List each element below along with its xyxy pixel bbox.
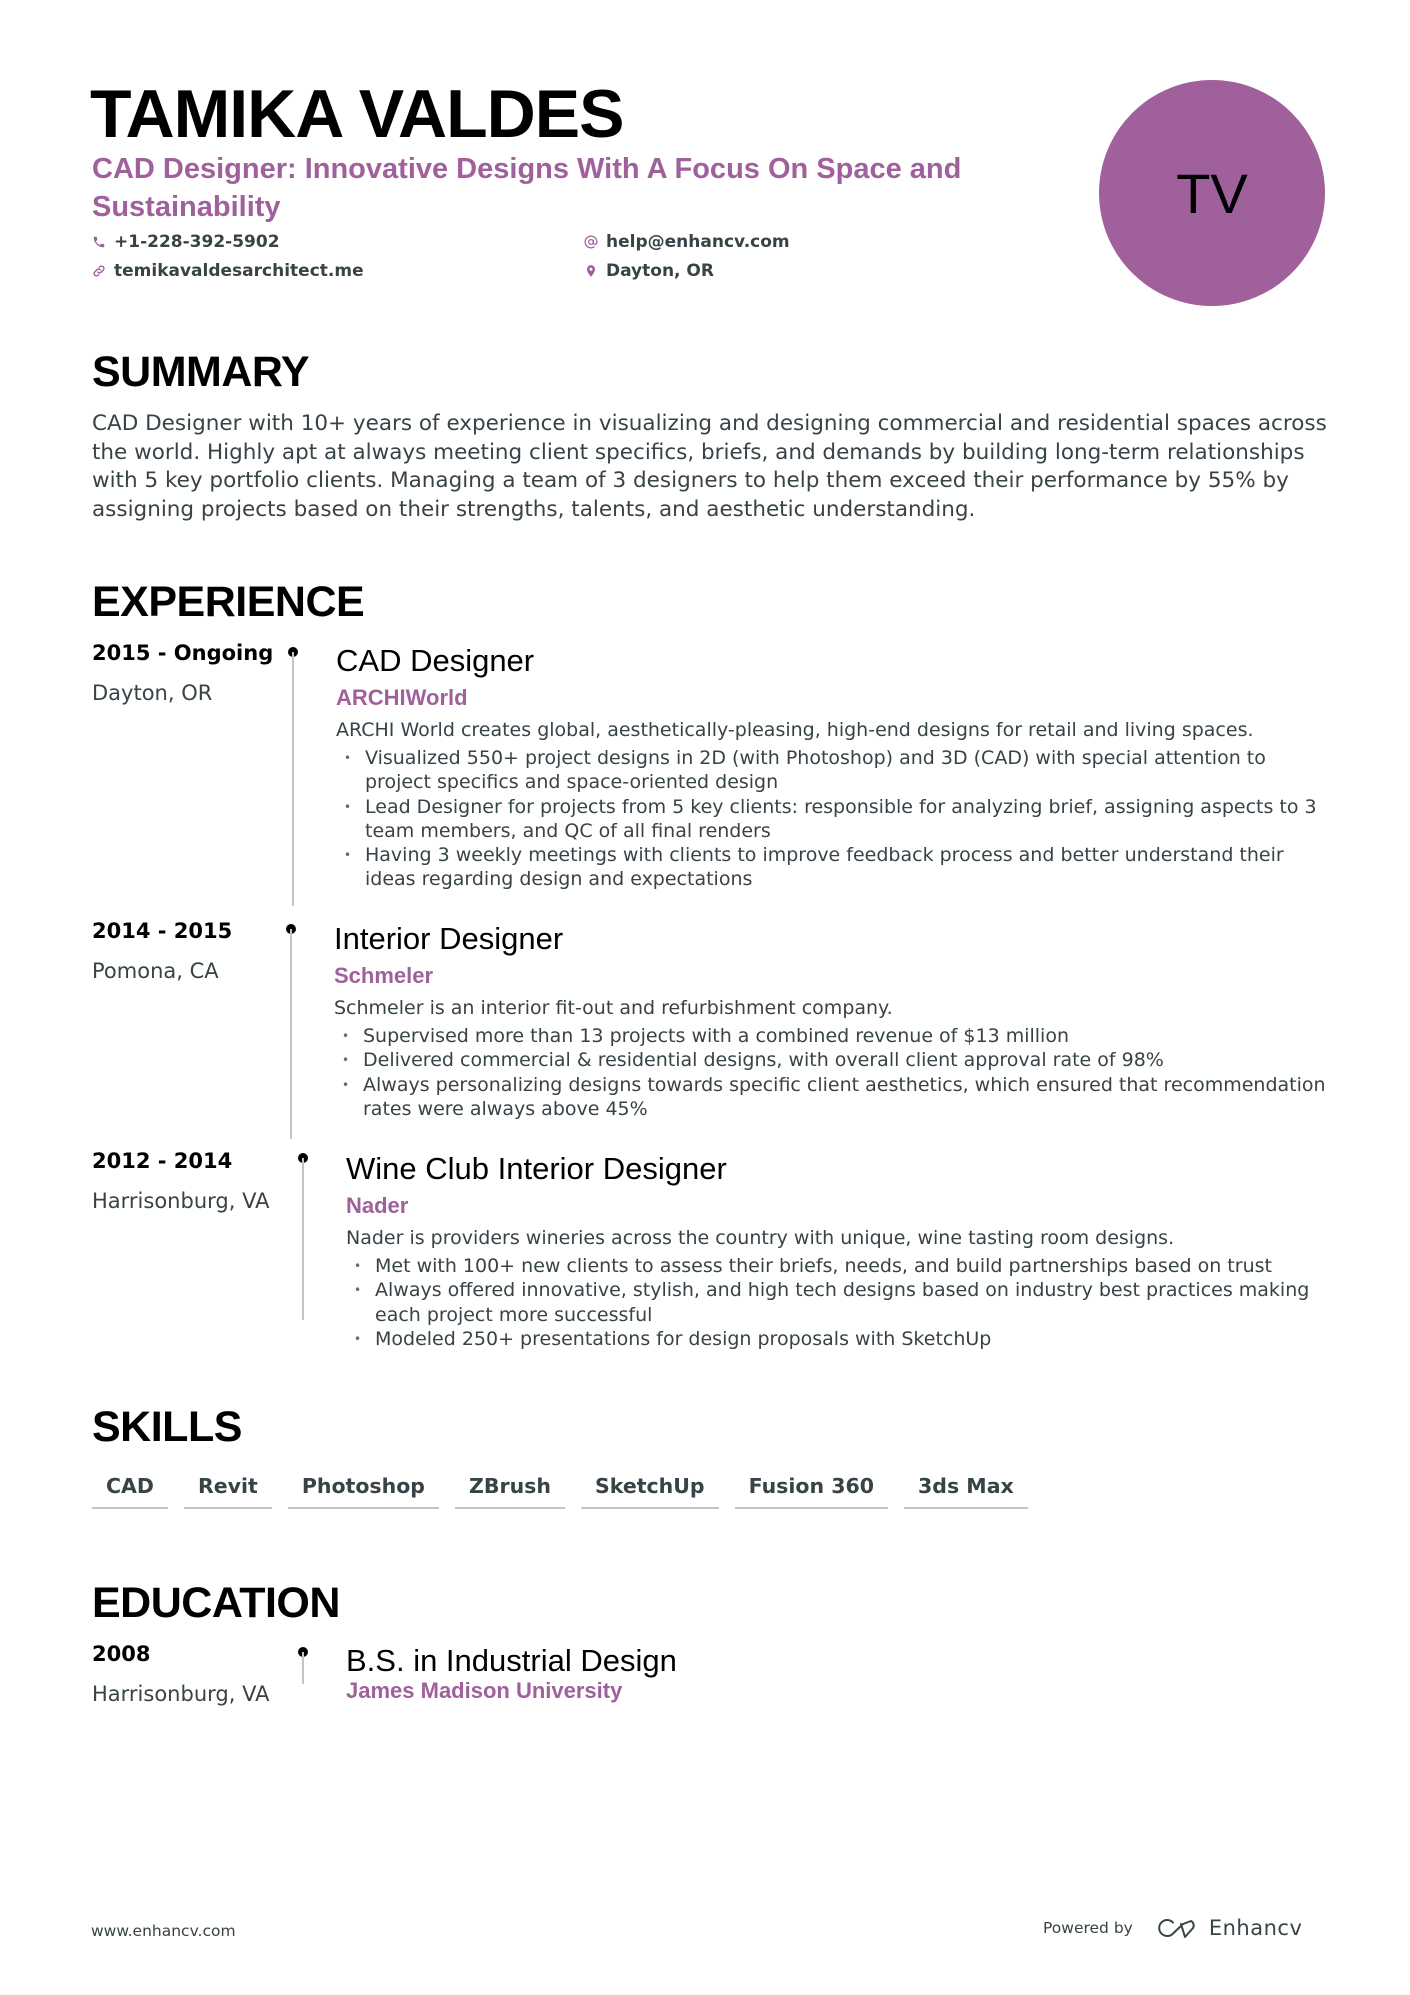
contact-website[interactable] xyxy=(92,260,364,282)
powered-by-label: Powered by xyxy=(1043,1919,1133,1937)
company-description: ARCHI World creates global, aesthetically-pleasing, high-end designs for retail and living spaces. xyxy=(336,719,1254,741)
job-title: Wine Club Interior Designer xyxy=(346,1151,727,1186)
location-value: Dayton, OR xyxy=(606,261,714,281)
skill-tag: CAD xyxy=(92,1469,168,1509)
link-icon xyxy=(92,264,106,278)
avatar-initials: TV xyxy=(1176,161,1248,225)
job-bullets xyxy=(336,746,1336,892)
summary-text: CAD Designer with 10+ years of experience in visualizing and designing commercial and residential spaces across the world. Highly apt at always meeting client specifics, briefs, and demands by building long-term relationships with 5 key portfolio clients. Managing a team of 3 designers to help them exceed their performance by 55% by assigning projects based on their strengths, talents, and aesthetic understanding. xyxy=(92,411,1327,522)
skill-tag: Photoshop xyxy=(288,1469,439,1509)
powered-by xyxy=(1043,1916,1302,1940)
skill-tag: 3ds Max xyxy=(904,1469,1028,1509)
contact-location xyxy=(584,260,714,282)
bullet-item: • Having 3 weekly meetings with clients to improve feedback process and better understand their ideas regarding design and expectations xyxy=(336,843,1336,892)
company-description: Nader is providers wineries across the country with unique, wine tasting room designs. xyxy=(346,1227,1175,1249)
education-location: Harrisonburg, VA xyxy=(92,1682,270,1706)
timeline-line xyxy=(292,652,294,906)
timeline-line xyxy=(290,929,292,1139)
website-link[interactable]: temikavaldesarchitect.me xyxy=(114,261,364,281)
degree-title: B.S. in Industrial Design xyxy=(346,1643,677,1678)
job-bullets xyxy=(346,1254,1336,1351)
company-name: Nader xyxy=(346,1193,409,1218)
skills-heading: SKILLS xyxy=(92,1403,242,1451)
bullet-item: • Lead Designer for projects from 5 key clients: responsible for analyzing brief, assigning aspects to 3 team members, and QC of all final renders xyxy=(336,795,1336,844)
bullet-item: • Always personalizing designs towards specific client aesthetics, which ensured that recommendation rates were always above 45% xyxy=(334,1073,1334,1122)
company-name: ARCHIWorld xyxy=(336,685,468,710)
skills-list xyxy=(92,1469,1028,1509)
avatar xyxy=(1099,80,1325,306)
experience-heading: EXPERIENCE xyxy=(92,578,365,626)
job-location: Pomona, CA xyxy=(92,959,219,983)
headline: CAD Designer: Innovative Designs With A Focus On Space and Sustainability xyxy=(92,153,962,223)
brand-name: Enhancv xyxy=(1208,1916,1303,1940)
job-dates: 2015 - Ongoing xyxy=(92,641,274,665)
contact-phone xyxy=(92,231,280,253)
phone-icon xyxy=(92,235,106,249)
job-dates: 2012 - 2014 xyxy=(92,1149,233,1173)
education-year: 2008 xyxy=(92,1642,151,1666)
bullet-item: • Always offered innovative, stylish, and high tech designs based on industry best practices making each project more successful xyxy=(346,1278,1336,1327)
candidate-name: TAMIKA VALDES xyxy=(90,76,624,152)
bullet-item: • Delivered commercial & residential designs, with overall client approval rate of 98% xyxy=(334,1048,1334,1072)
location-pin-icon xyxy=(584,264,598,278)
timeline-line xyxy=(302,1652,304,1684)
email-link[interactable]: help@enhancv.com xyxy=(606,232,790,252)
job-location: Harrisonburg, VA xyxy=(92,1189,270,1213)
bullet-item: • Modeled 250+ presentations for design proposals with SketchUp xyxy=(346,1327,1336,1351)
job-title: CAD Designer xyxy=(336,643,535,678)
footer-website[interactable]: www.enhancv.com xyxy=(91,1922,236,1940)
bullet-item: • Supervised more than 13 projects with a combined revenue of $13 million xyxy=(334,1024,1334,1048)
school-name: James Madison University xyxy=(346,1678,623,1703)
at-icon xyxy=(584,235,598,249)
job-title: Interior Designer xyxy=(334,921,564,956)
bullet-item: • Met with 100+ new clients to assess their briefs, needs, and build partnerships based on trust xyxy=(346,1254,1336,1278)
enhancv-logo-icon xyxy=(1155,1916,1201,1940)
skill-tag: Fusion 360 xyxy=(735,1469,888,1509)
summary-heading: SUMMARY xyxy=(92,348,310,396)
contact-email[interactable] xyxy=(584,231,790,253)
company-name: Schmeler xyxy=(334,963,434,988)
timeline-line xyxy=(302,1158,304,1320)
skill-tag: Revit xyxy=(184,1469,272,1509)
enhancv-logo[interactable] xyxy=(1155,1916,1303,1940)
job-dates: 2014 - 2015 xyxy=(92,919,233,943)
job-location: Dayton, OR xyxy=(92,681,213,705)
skill-tag: SketchUp xyxy=(581,1469,719,1509)
phone-value: +1-228-392-5902 xyxy=(114,232,280,252)
skill-tag: ZBrush xyxy=(455,1469,565,1509)
company-description: Schmeler is an interior fit-out and refurbishment company. xyxy=(334,997,893,1019)
job-bullets xyxy=(334,1024,1334,1121)
education-heading: EDUCATION xyxy=(92,1579,340,1627)
bullet-item: • Visualized 550+ project designs in 2D (with Photoshop) and 3D (CAD) with special attention to project specifics and space-oriented design xyxy=(336,746,1336,795)
